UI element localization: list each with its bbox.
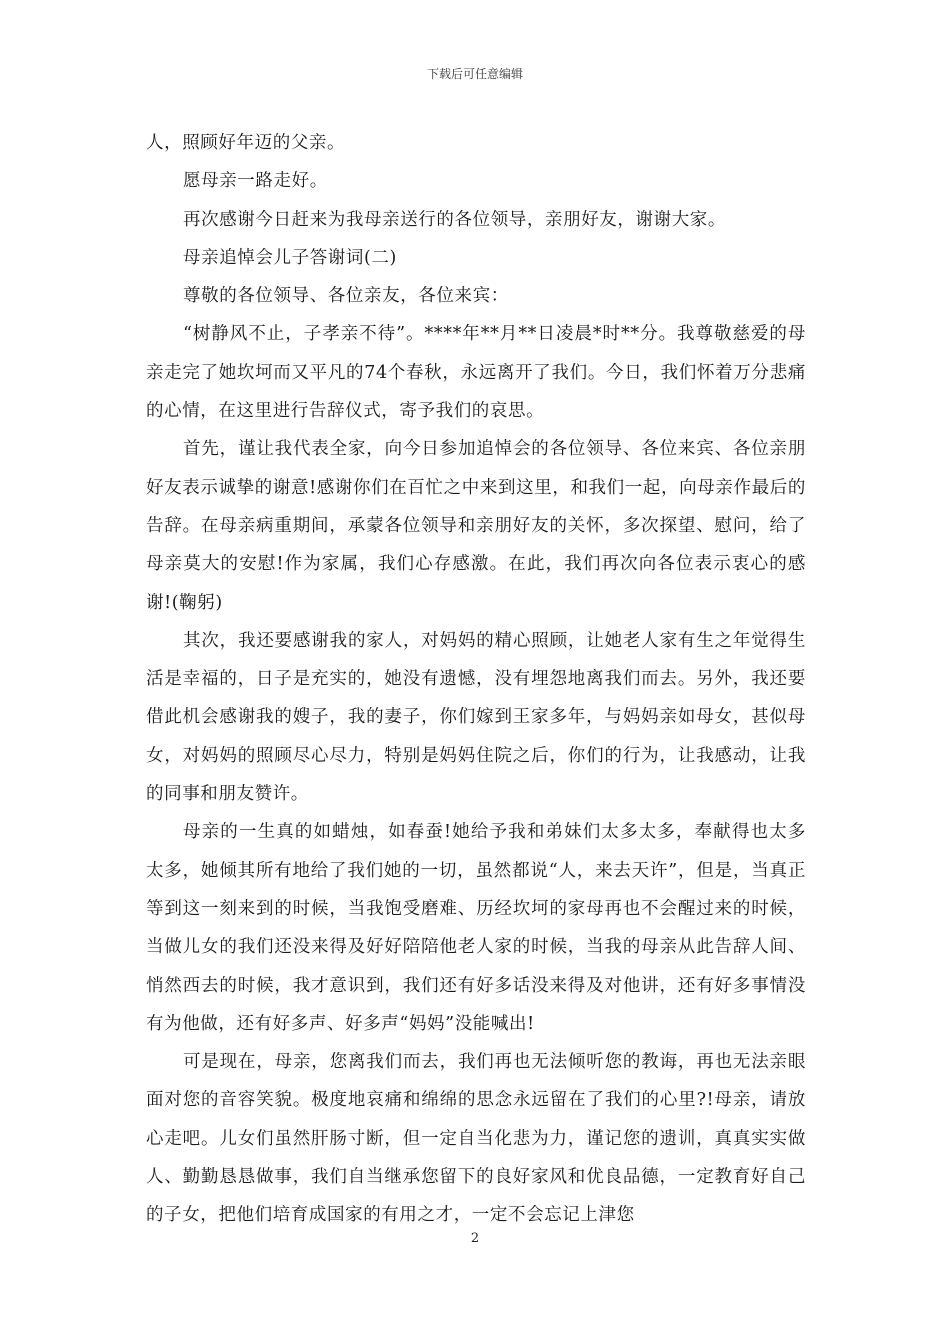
salutation: 尊敬的各位领导、各位亲友，各位来宾： [183, 286, 509, 307]
page-footer [0, 1230, 950, 1248]
paragraph-1: 人，照顾好年迈的父亲。 [146, 133, 346, 153]
document-body [146, 124, 806, 1235]
paragraph-3: 再次感谢今日赶来为我母亲送行的各位领导，亲朋好友，谢谢大家。 [183, 209, 726, 230]
paragraph-7: 首先，谨让我代表全家，向今日参加追悼会的各位领导、各位来宾、各位亲朋好友表示诚挚的谢意!感谢你们在百忙之中来到这里，和我们一起，向母亲作最后的告辞。在母亲病重期间，承蒙各位领导和亲朋好友的关怀，多次探望、慰问，给了母亲莫大的安慰!作为家属，我们心存感激。在此，我们再次向各位表示衷心的感谢!(鞠躬) [146, 439, 806, 613]
paragraph-10: 可是现在，母亲，您离我们而去，我们再也无法倾听您的教诲，再也无法亲眼面对您的音容笑貌。极度地哀痛和绵绵的思念永远留在了我们的心里?!母亲，请放心走吧。儿女们虽然肝肠寸断，但一定自当化悲为力，谨记您的遗训，真真实实做人、勤勤恳恳做事，我们自当继承您留下的良好家风和优良品德，一定教育好自己的子女，把他们培育成国家的有用之才，一定不会忘记上津您 [146, 1052, 806, 1226]
paragraph-2: 愿母亲一路走好。 [183, 171, 328, 192]
page-header [0, 66, 950, 82]
header-note: 下载后可任意编辑 [426, 67, 523, 81]
paragraph-9: 母亲的一生真的如蜡烛，如春蚕!她给予我和弟妹们太多太多，奉献得也太多太多，她倾其所有地给了我们她的一切，虽然都说“人，来去天许”，但是，当真正等到这一刻来到的时候，当我饱受磨难、历经坎坷的家母再也不会醒过来的时候，当做儿女的我们还没来得及好好陪陪他老人家的时候，当我的母亲从此告辞人间、悄然西去的时候，我才意识到，我们还有好多话没来得及对他讲，还有好多事情没有为他做，还有好多声、好多声“妈妈”没能喊出! [146, 822, 806, 1034]
paragraph-6: “树静风不止，子孝亲不待”。****年**月**日凌晨*时**分。我尊敬慈爱的母亲走完了她坎坷而又平凡的74个春秋，永远离开了我们。今日，我们怀着万分悲痛的心情，在这里进行告辞仪式，寄予我们的哀思。 [146, 324, 806, 422]
page-number: 2 [470, 1231, 480, 1246]
paragraph-8: 其次，我还要感谢我的家人，对妈妈的精心照顾，让她老人家有生之年觉得生活是幸福的，日子是充实的，她没有遗憾，没有埋怨地离我们而去。另外，我还要借此机会感谢我的嫂子，我的妻子，你们嫁到王家多年，与妈妈亲如母女，甚似母女，对妈妈的照顾尽心尽力，特别是妈妈住院之后，你们的行为，让我感动，让我的同事和朋友赞许。 [146, 630, 806, 805]
section-heading: 母亲追悼会儿子答谢词(二) [183, 247, 397, 268]
